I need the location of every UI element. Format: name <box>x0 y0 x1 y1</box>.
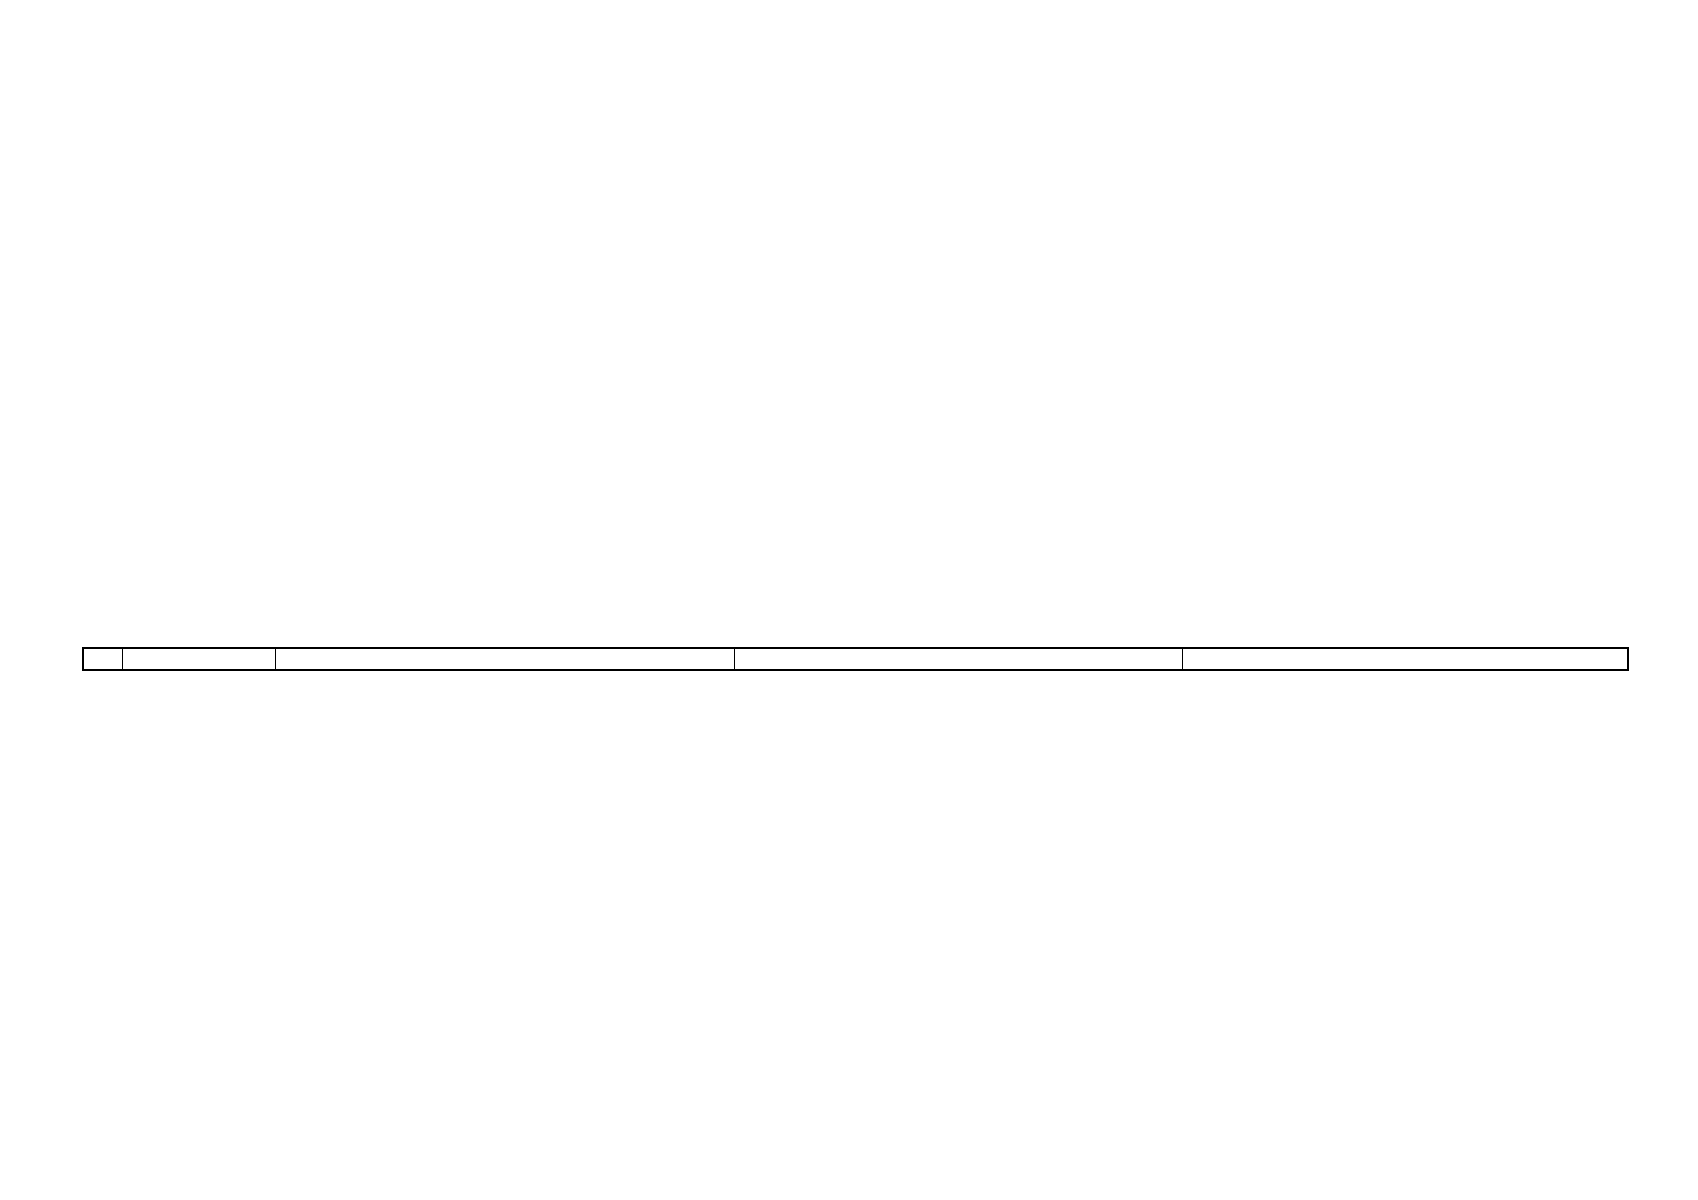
header-year-2021 <box>275 648 734 670</box>
diabetes-incidence-table <box>82 647 1629 671</box>
header-year-2024 <box>1182 648 1628 670</box>
header-number <box>83 648 122 670</box>
header-year-2023 <box>734 648 1182 670</box>
header-municipality <box>122 648 275 670</box>
header-year-row <box>83 648 1628 670</box>
